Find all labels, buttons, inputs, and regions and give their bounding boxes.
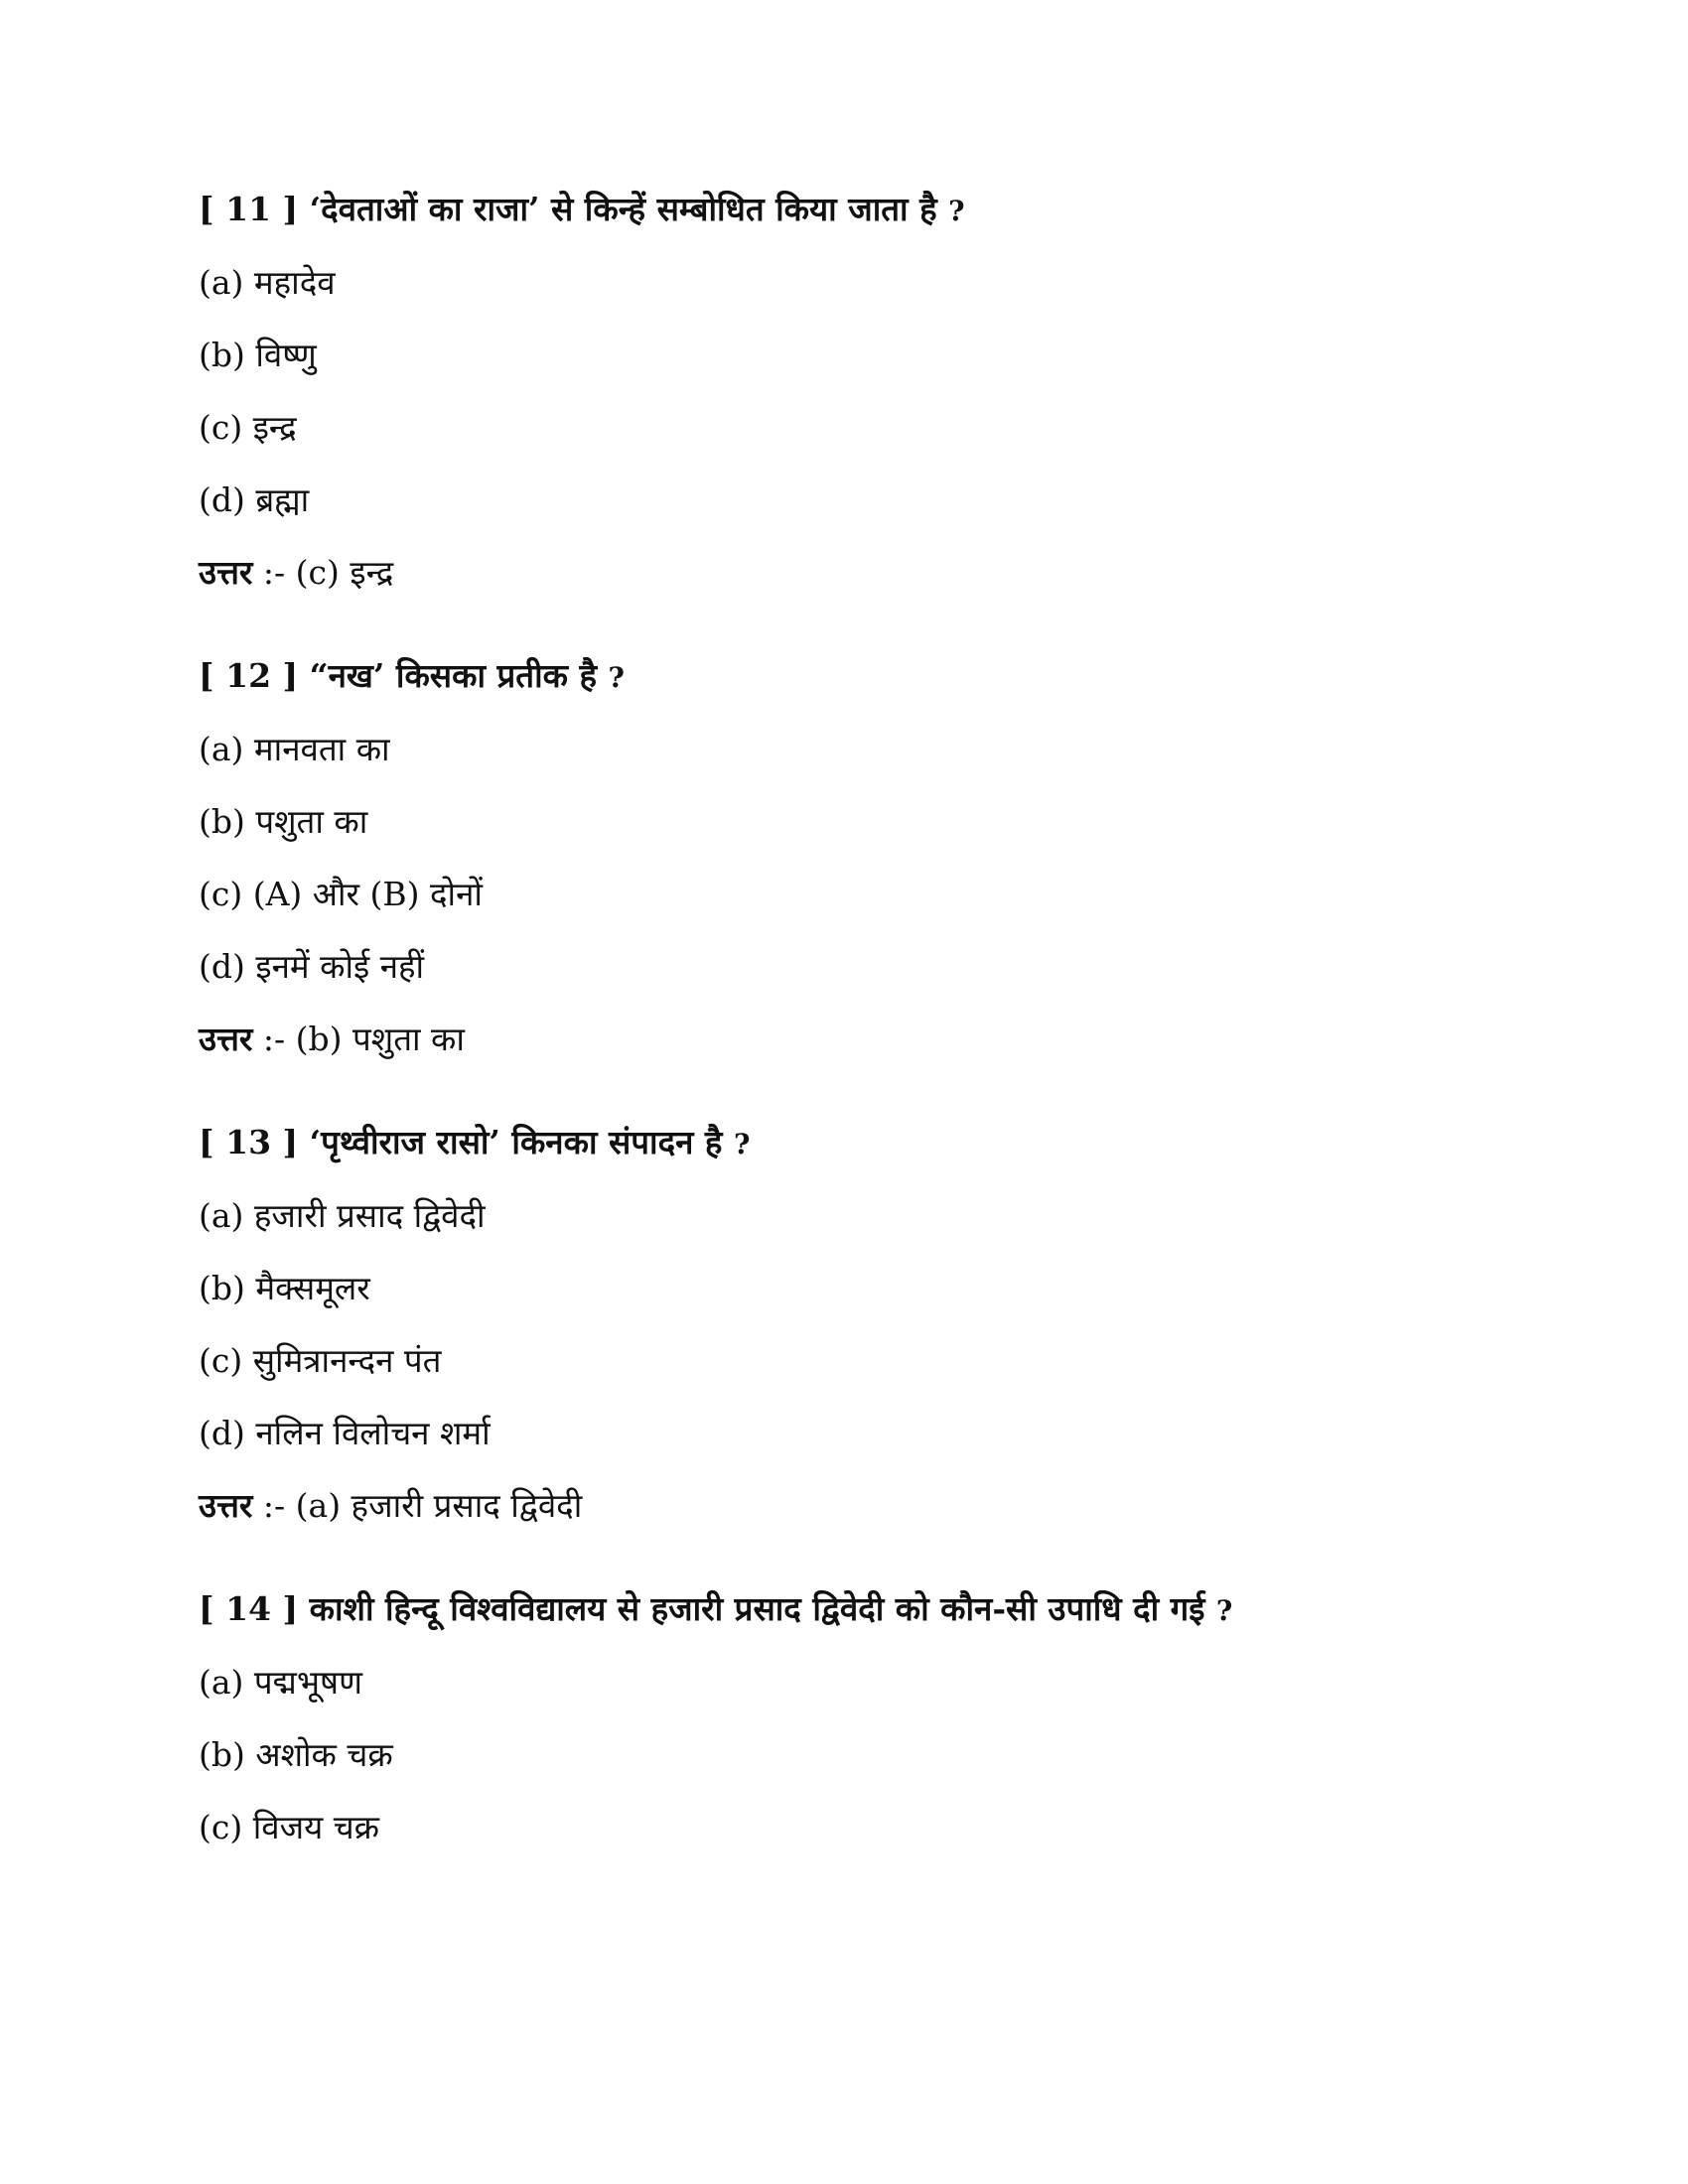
question-number: [ 11 ] bbox=[199, 190, 299, 228]
question-title bbox=[199, 1122, 1569, 1165]
question-text: ‘देवताओं का राजा’ से किन्हें सम्बोधित किया जाता है bbox=[309, 190, 937, 228]
question-mark: ? bbox=[948, 195, 965, 227]
option-a: (a) पद्मभूषण bbox=[199, 1663, 362, 1702]
question-title bbox=[199, 189, 1569, 232]
option-c: (c) विजय चक्र bbox=[199, 1808, 380, 1846]
option-c: (c) इन्द्र bbox=[199, 408, 297, 447]
question-mark: ? bbox=[1215, 1594, 1233, 1627]
question-title bbox=[199, 655, 1569, 699]
answer-text: :- (a) हजारी प्रसाद द्विवेदी bbox=[262, 1486, 583, 1525]
answer-label: उत्तर bbox=[199, 553, 253, 592]
answer-text: :- (c) इन्द्र bbox=[262, 553, 394, 592]
question-title bbox=[199, 1588, 1569, 1632]
option-b: (b) मैक्समूलर bbox=[199, 1269, 370, 1307]
answer-line bbox=[199, 552, 1569, 594]
answer-line bbox=[199, 1485, 1569, 1527]
question-mark: ? bbox=[608, 661, 625, 694]
document-page bbox=[199, 189, 1569, 1910]
answer-text: :- (b) पशुता का bbox=[262, 1020, 465, 1058]
question-12 bbox=[199, 655, 1569, 1060]
option-b: (b) पशुता का bbox=[199, 802, 368, 841]
option-c: (c) (A) और (B) दोनों bbox=[199, 875, 483, 913]
question-11 bbox=[199, 189, 1569, 594]
answer-label: उत्तर bbox=[199, 1020, 253, 1058]
option-d: (d) नलिन विलोचन शर्मा bbox=[199, 1414, 491, 1452]
option-b: (b) विष्णु bbox=[199, 336, 317, 374]
answer-line bbox=[199, 1019, 1569, 1060]
question-text: ‘पृथ्वीराज रासो’ किनका संपादन है bbox=[309, 1123, 723, 1161]
question-text: काशी हिन्दू विश्वविद्यालय से हजारी प्रसाद द्विवेदी को कौन-सी उपाधि दी गई bbox=[309, 1589, 1205, 1628]
answer-label: उत्तर bbox=[199, 1486, 253, 1525]
option-a: (a) मानवता का bbox=[199, 730, 390, 768]
option-b: (b) अशोक चक्र bbox=[199, 1735, 393, 1774]
question-number: [ 14 ] bbox=[199, 1589, 299, 1628]
option-a: (a) महादेव bbox=[199, 263, 336, 302]
question-text: “नख’ किसका प्रतीक है bbox=[309, 656, 597, 695]
question-13 bbox=[199, 1122, 1569, 1527]
question-number: [ 13 ] bbox=[199, 1123, 299, 1161]
question-number: [ 12 ] bbox=[199, 656, 299, 695]
question-mark: ? bbox=[733, 1128, 751, 1160]
option-d: (d) ब्रह्मा bbox=[199, 480, 310, 519]
question-14 bbox=[199, 1588, 1569, 1848]
option-a: (a) हजारी प्रसाद द्विवेदी bbox=[199, 1196, 486, 1235]
option-c: (c) सुमित्रानन्दन पंत bbox=[199, 1341, 442, 1380]
option-d: (d) इनमें कोई नहीं bbox=[199, 947, 425, 986]
